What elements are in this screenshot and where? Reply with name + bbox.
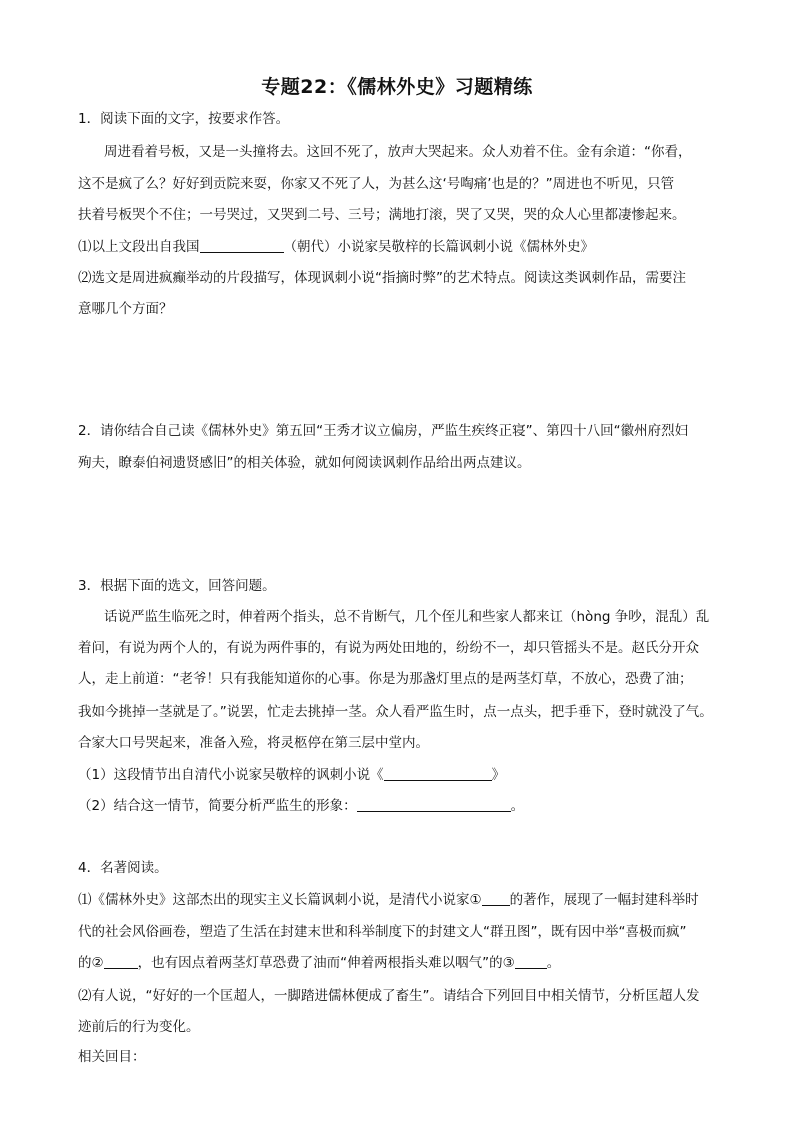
q3-passage-line-3: 人，走上前道：“老爷！只有我能知道你的心事。你是为那盏灯里点的是两茎灯草，不放心，恐费了油； xyxy=(78,671,693,687)
page-title: 专题22：《儒林外史》习题精练 xyxy=(261,76,533,98)
q4-sub1-text-d: ，也有因点着两茎灯草恐费了油而“伸着两根指头难以咽气”的 xyxy=(137,955,503,971)
q3-passage-line-2: 着问，有说为两个人的，有说为两件事的，有说为两处田地的，纷纷不一，却只管摇头不是。赵氏分开众 xyxy=(78,640,699,656)
q4-related-label: 相关回目： xyxy=(78,1049,146,1065)
blank-marker-3: ③ xyxy=(502,955,515,971)
q1-passage-line-1: 周进看着号板，又是一头撞将去。这回不死了，放声大哭起来。众人劝着不住。金有余道：“你看， xyxy=(104,144,692,160)
q3-passage-line-1: 话说严监生临死之时，伸着两个指头，总不肯断气，几个侄儿和些家人都来讧（hòng 争吵，混乱）乱 xyxy=(104,609,710,625)
q4-sub1-text-e: 。 xyxy=(546,955,561,971)
q3-passage-line-4: 我如今挑掉一茎就是了。”说罢，忙走去挑掉一茎。众人看严监生时，点一点头，把手垂下，登时就没了气。 xyxy=(78,704,713,720)
q3-passage-line-5: 合家大口号哭起来，准备入殓，将灵柩停在第三层中堂内。 xyxy=(78,735,429,751)
q1-sub2-line-2: 意哪几个方面？ xyxy=(78,301,173,317)
q1-passage-line-2: 这不是疯了么？好好到贡院来耍，你家又不死了人，为甚么这‘号啕痛’也是的？”周进也不听见，只管 xyxy=(78,176,675,192)
q3-sub1-text-a: （1）这段情节出自清代小说家吴敬梓的讽刺小说《 xyxy=(78,767,384,783)
q4-sub1-line-2: 代的社会风俗画卷，塑造了生活在封建末世和科举制度下的封建文人“群丑图”，既有因中举“喜极而疯” xyxy=(78,924,687,940)
q2-line-2: 殉夫，瞭泰伯祠遗贤感旧”的相关体验，就如何阅读讽刺作品给出两点建议。 xyxy=(78,455,531,471)
q2-line-1: 2．请你结合自己读《儒林外史》第五回“王秀才议立偏房，严监生疾终正寝”、第四十八回“徽州府烈妇 xyxy=(78,423,689,439)
blank-marker-1: ① xyxy=(469,892,482,908)
q4-answer-blank-1[interactable] xyxy=(482,891,510,906)
q1-sub2-line-1: ⑵选文是周进疯癫举动的片段描写，体现讽刺小说“指摘时弊”的艺术特点。阅读这类讽刺作品，需要注 xyxy=(78,270,686,286)
q3-sub2-answer-blank[interactable] xyxy=(357,797,511,812)
q4-sub2-line-1: ⑵有人说，“好好的一个匡超人，一脚踏进儒林便成了畜生”。请结合下列回目中相关情节，分析匡超人发 xyxy=(78,988,700,1004)
q3-sub1-answer-blank[interactable] xyxy=(384,766,492,781)
q4-sub1-text-a: ⑴《儒林外史》这部杰出的现实主义长篇讽刺小说，是清代小说家 xyxy=(78,892,470,908)
q4-sub2-line-2: 迹前后的行为变化。 xyxy=(78,1019,200,1035)
q3-sub1 xyxy=(78,765,505,785)
q1-sub1-text-b: （朝代）小说家吴敬梓的长篇讽刺小说《儒林外史》 xyxy=(283,239,594,255)
q3-sub2-text-b: 。 xyxy=(510,798,525,814)
q4-sub1-line-3 xyxy=(78,953,560,973)
q1-passage-line-3: 扶着号板哭个不住；一号哭过，又哭到二号、三号；满地打滚，哭了又哭，哭的众人心里都凄惨起来。 xyxy=(78,207,686,223)
q1-sub1 xyxy=(78,237,594,257)
q4-answer-blank-2[interactable] xyxy=(104,954,138,969)
q1-sub1-answer-blank[interactable] xyxy=(200,238,284,253)
blank-marker-2: ② xyxy=(91,955,104,971)
q4-sub1-text-c: 的 xyxy=(78,955,92,971)
q4-answer-blank-3[interactable] xyxy=(515,954,547,969)
q1-sub1-text-a: ⑴以上文段出自我国 xyxy=(78,239,200,255)
q3-sub2-text-a: （2）结合这一情节，简要分析严监生的形象： xyxy=(78,798,357,814)
q4-sub1-line-1 xyxy=(78,890,699,910)
q4-sub1-text-b: 的著作，展现了一幅封建科举时 xyxy=(509,892,699,908)
q3-label: 3．根据下面的选文，回答问题。 xyxy=(78,578,276,594)
q4-label: 4．名著阅读。 xyxy=(78,860,168,876)
q3-sub2 xyxy=(78,796,524,816)
q3-sub1-text-b: 》 xyxy=(491,767,506,783)
q1-label: 1．阅读下面的文字，按要求作答。 xyxy=(78,111,290,127)
